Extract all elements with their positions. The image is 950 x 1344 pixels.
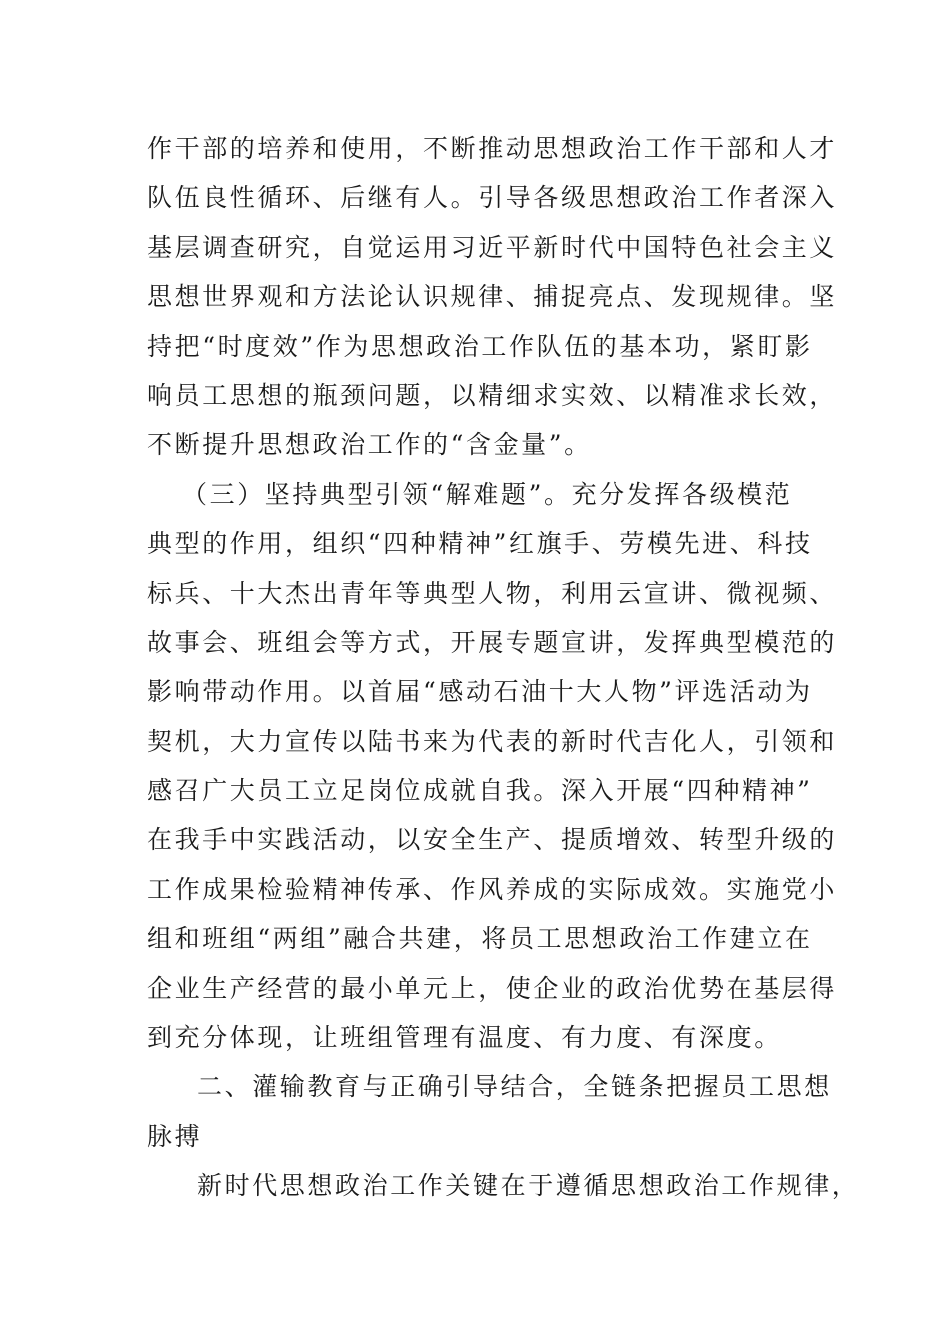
paragraph-line: 故事会、班组会等方式，开展专题宣讲，发挥典型模范的 [147,627,838,657]
paragraph-line: 思想世界观和方法论认识规律、捕捉亮点、发现规律。坚 [147,282,838,312]
paragraph-line: 新时代思想政治工作关键在于遵循思想政治工作规律， [197,1171,860,1201]
paragraph-line: 作干部的培养和使用，不断推动思想政治工作干部和人才 [147,134,838,163]
paragraph-line: 企业生产经营的最小单元上，使企业的政治优势在基层得 [147,973,838,1003]
paragraph-line: 响员工思想的瓶颈问题，以精细求实效、以精准求长效， [147,380,838,410]
paragraph-line: 标兵、十大杰出青年等典型人物，利用云宣讲、微视频、 [147,578,838,608]
section-heading-line: （三）坚持典型引领“解难题”。充分发挥各级模范 [182,479,793,509]
paragraph-line: 持把“时度效”作为思想政治工作队伍的基本功，紧盯影 [147,331,813,361]
paragraph-line: 基层调查研究，自觉运用习近平新时代中国特色社会主义 [147,232,838,262]
paragraph-line: 影响带动作用。以首届“感动石油十大人物”评选活动为 [147,677,813,707]
section-heading-line: 二、灌输教育与正确引导结合，全链条把握员工思想 [197,1072,832,1102]
paragraph-line: 组和班组“两组”融合共建，将员工思想政治工作建立在 [147,924,813,954]
paragraph-line: 工作成果检验精神传承、作风养成的实际成效。实施党小 [147,874,838,904]
body-text [147,124,860,1211]
paragraph-line: 队伍良性循环、后继有人。引导各级思想政治工作者深入 [147,183,838,213]
paragraph-line: 典型的作用，组织“四种精神”红旗手、劳模先进、科技 [147,529,813,559]
section-heading-line: 脉搏 [147,1121,203,1151]
paragraph-line: 在我手中实践活动，以安全生产、提质增效、转型升级的 [147,825,838,855]
paragraph-line: 不断提升思想政治工作的“含金量”。 [147,430,592,460]
paragraph-line: 到充分体现，让班组管理有温度、有力度、有深度。 [147,1023,782,1053]
paragraph-line: 契机，大力宣传以陆书来为代表的新时代吉化人，引领和 [147,726,838,756]
paragraph-line: 感召广大员工立足岗位成就自我。深入开展“四种精神” [147,776,813,806]
